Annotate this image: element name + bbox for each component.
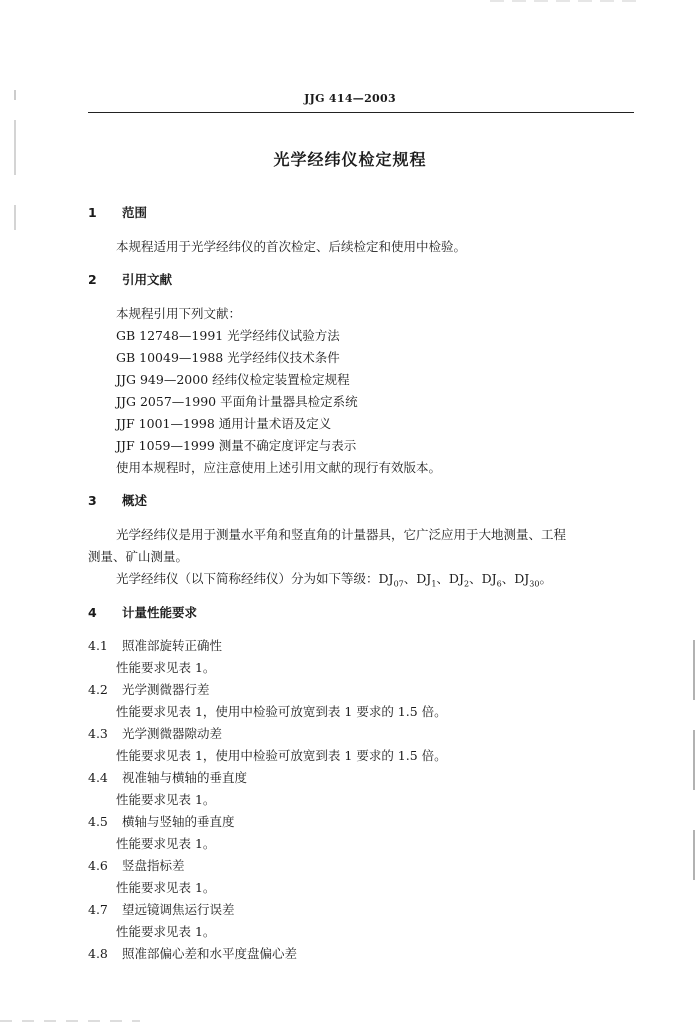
grades-prefix: 光学经纬仪（以下简称经纬仪）分为如下等级：: [116, 571, 379, 586]
grade-label: $DJ_{07}$: [378, 571, 404, 589]
section-1-heading: [88, 203, 147, 221]
subsection-heading: 4.4 视准轴与横轴的垂直度: [88, 770, 248, 785]
grade-separator: 、: [501, 571, 515, 586]
subsection-heading: 4.3 光学测微器隙动差: [88, 726, 223, 741]
grade-label: $DJ_2$: [448, 571, 470, 589]
section-number: 3: [88, 493, 97, 508]
subsection-body: 性能要求见表 1，使用中检验可放宽到表 1 要求的 1.5 倍。: [116, 748, 447, 763]
grade-separator: 、: [436, 571, 449, 586]
grade-separator: 、: [469, 571, 482, 586]
subsection-body: 性能要求见表 1，使用中检验可放宽到表 1 要求的 1.5 倍。: [116, 704, 447, 719]
subsection-body: 性能要求见表 1。: [116, 792, 216, 807]
subsection-body: 性能要求见表 1。: [116, 880, 216, 895]
section-4-heading: [88, 603, 197, 621]
document-title: 光学经纬仪检定规程: [273, 150, 427, 169]
reference-item: JJF 1059—1999 测量不确定度评定与表示: [116, 438, 357, 453]
subsection-body: 性能要求见表 1。: [116, 660, 216, 675]
references-intro: 本规程引用下列文献：: [116, 306, 242, 321]
overview-paragraph-line-1: 光学经纬仪是用于测量水平角和竖直角的计量器具，它广泛应用于大地测量、工程: [116, 527, 567, 542]
reference-item: GB 10049—1988 光学经纬仪技术条件: [116, 350, 340, 365]
subsection-heading: 4.7 望远镜调焦运行误差: [88, 902, 235, 917]
grade-label: $DJ_1$: [416, 571, 437, 589]
section-3-heading: [88, 491, 147, 509]
subsection-heading: 4.6 竖盘指标差: [88, 858, 185, 873]
grade-label: $DJ_6$: [481, 571, 502, 589]
section-title: 计量性能要求: [122, 605, 198, 620]
reference-item: GB 12748—1991 光学经纬仪试验方法: [116, 328, 340, 343]
section-title: 概述: [122, 493, 148, 508]
subsection-body: 性能要求见表 1。: [116, 836, 216, 851]
section-1-body: 本规程适用于光学经纬仪的首次检定、后续检定和使用中检验。: [116, 239, 467, 254]
reference-item: JJF 1001—1998 通用计量术语及定义: [116, 416, 332, 431]
subsection-heading: 4.5 横轴与竖轴的垂直度: [88, 814, 235, 829]
section-number: 4: [88, 605, 97, 620]
subsection-heading: 4.1 照准部旋转正确性: [88, 638, 223, 653]
grades-paragraph: [116, 569, 552, 589]
references-outro: 使用本规程时，应注意使用上述引用文献的现行有效版本。: [116, 460, 442, 475]
header-rule: [88, 112, 634, 113]
overview-paragraph-line-2: 测量、矿山测量。: [88, 549, 189, 564]
subsection-heading: 4.2 光学测微器行差: [88, 682, 210, 697]
section-number: 2: [88, 272, 97, 287]
running-header: JJG 414—2003: [304, 92, 396, 105]
grades-end: 。: [539, 571, 552, 586]
section-2-heading: [88, 270, 172, 288]
reference-item: JJG 2057—1990 平面角计量器具检定系统: [116, 394, 358, 409]
subsection-body: 性能要求见表 1。: [116, 924, 216, 939]
subsection-heading: 4.8 照准部偏心差和水平度盘偏心差: [88, 946, 298, 961]
reference-item: JJG 949—2000 经纬仪检定装置检定规程: [116, 372, 350, 387]
section-title: 引用文献: [122, 272, 173, 287]
grade-label: $DJ_{30}$: [514, 571, 540, 589]
grade-separator: 、: [403, 571, 417, 586]
section-number: 1: [88, 205, 97, 220]
section-title: 范围: [122, 205, 148, 220]
